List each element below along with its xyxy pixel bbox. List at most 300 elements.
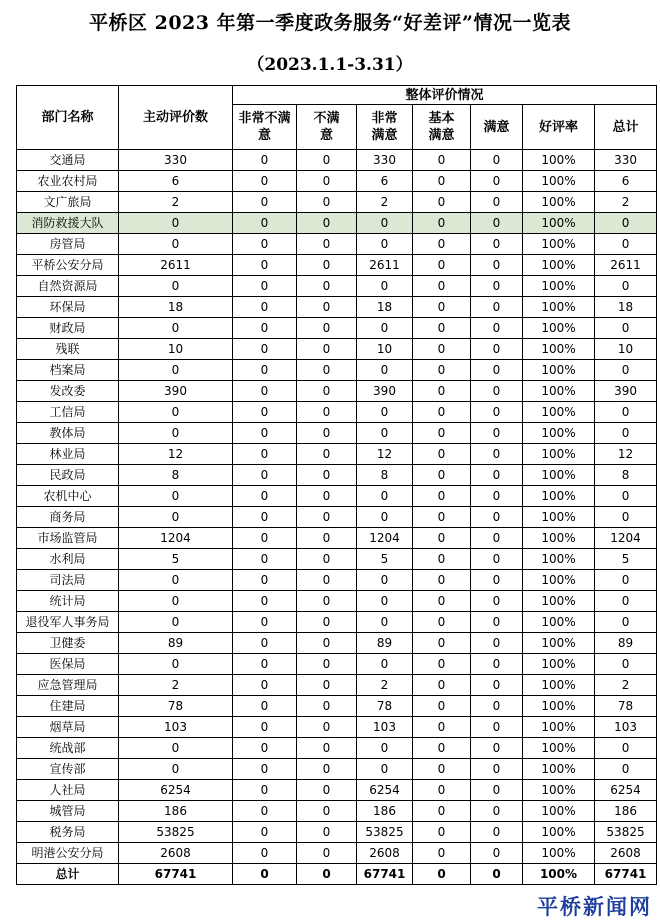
cell-very-satisfied: 2608 — [357, 843, 413, 864]
cell-very-unsatisfied: 0 — [233, 255, 297, 276]
cell-satisfied: 0 — [471, 738, 523, 759]
cell-total: 0 — [595, 360, 657, 381]
cell-unsatisfied: 0 — [297, 528, 357, 549]
cell-active: 0 — [119, 507, 233, 528]
cell-rate: 100% — [523, 192, 595, 213]
cell-basic-satisfied: 0 — [413, 360, 471, 381]
cell-rate: 100% — [523, 591, 595, 612]
cell-total: 0 — [595, 486, 657, 507]
cell-basic-satisfied: 0 — [413, 318, 471, 339]
cell-total: 12 — [595, 444, 657, 465]
cell-total: 0 — [595, 402, 657, 423]
cell-active: 0 — [119, 738, 233, 759]
header-unsatisfied: 不满意 — [297, 105, 357, 150]
cell-basic-satisfied: 0 — [413, 213, 471, 234]
cell-very-satisfied: 0 — [357, 213, 413, 234]
cell-total: 6254 — [595, 780, 657, 801]
cell-satisfied: 0 — [471, 612, 523, 633]
cell-total: 390 — [595, 381, 657, 402]
cell-satisfied: 0 — [471, 717, 523, 738]
cell-satisfied: 0 — [471, 843, 523, 864]
cell-very-unsatisfied: 0 — [233, 297, 297, 318]
cell-dept: 交通局 — [17, 150, 119, 171]
table-row — [17, 507, 657, 528]
total-row — [17, 864, 657, 885]
cell-dept: 城管局 — [17, 801, 119, 822]
cell-rate: 100% — [523, 759, 595, 780]
cell-very-satisfied: 103 — [357, 717, 413, 738]
cell-dept: 烟草局 — [17, 717, 119, 738]
cell-basic-satisfied: 0 — [413, 612, 471, 633]
cell-very-satisfied: 0 — [357, 591, 413, 612]
cell-satisfied: 0 — [471, 444, 523, 465]
cell-basic-satisfied: 0 — [413, 192, 471, 213]
cell-unsatisfied: 0 — [297, 444, 357, 465]
cell-active: 0 — [119, 591, 233, 612]
table-row — [17, 822, 657, 843]
cell-satisfied: 0 — [471, 822, 523, 843]
cell-active: 0 — [119, 213, 233, 234]
cell-dept: 民政局 — [17, 465, 119, 486]
cell-dept: 宣传部 — [17, 759, 119, 780]
cell-satisfied: 0 — [471, 654, 523, 675]
cell-satisfied: 0 — [471, 696, 523, 717]
cell-satisfied: 0 — [471, 234, 523, 255]
cell-dept: 卫健委 — [17, 633, 119, 654]
cell-unsatisfied: 0 — [297, 801, 357, 822]
cell-very-satisfied: 5 — [357, 549, 413, 570]
cell-active: 0 — [119, 276, 233, 297]
cell-very-unsatisfied: 0 — [233, 381, 297, 402]
cell-satisfied: 0 — [471, 759, 523, 780]
cell-very-unsatisfied: 0 — [233, 318, 297, 339]
header-total: 总计 — [595, 105, 657, 150]
cell-rate: 100% — [523, 612, 595, 633]
cell-satisfied: 0 — [471, 171, 523, 192]
cell-satisfied: 0 — [471, 591, 523, 612]
cell-unsatisfied: 0 — [297, 591, 357, 612]
table-row — [17, 486, 657, 507]
cell-very-unsatisfied: 0 — [233, 360, 297, 381]
cell-total: 10 — [595, 339, 657, 360]
cell-very-unsatisfied: 0 — [233, 171, 297, 192]
cell-dept: 统计局 — [17, 591, 119, 612]
cell-total: 0 — [595, 654, 657, 675]
table-row — [17, 465, 657, 486]
cell-basic-satisfied: 0 — [413, 843, 471, 864]
table-row — [17, 381, 657, 402]
cell-very-unsatisfied: 0 — [233, 192, 297, 213]
table-row — [17, 591, 657, 612]
cell-rate: 100% — [523, 150, 595, 171]
cell-very-unsatisfied: 0 — [233, 234, 297, 255]
cell-active: 330 — [119, 150, 233, 171]
table-row — [17, 402, 657, 423]
cell-satisfied: 0 — [471, 423, 523, 444]
cell-rate: 100% — [523, 444, 595, 465]
table-row — [17, 780, 657, 801]
cell-very-satisfied: 0 — [357, 360, 413, 381]
cell-basic-satisfied: 0 — [413, 339, 471, 360]
cell-very-satisfied: 186 — [357, 801, 413, 822]
cell-very-satisfied: 0 — [357, 759, 413, 780]
cell-very-satisfied: 67741 — [357, 864, 413, 885]
cell-very-unsatisfied: 0 — [233, 570, 297, 591]
cell-very-unsatisfied: 0 — [233, 801, 297, 822]
cell-basic-satisfied: 0 — [413, 276, 471, 297]
cell-total: 8 — [595, 465, 657, 486]
cell-satisfied: 0 — [471, 402, 523, 423]
table-row — [17, 150, 657, 171]
cell-dept: 林业局 — [17, 444, 119, 465]
cell-rate: 100% — [523, 318, 595, 339]
cell-dept: 环保局 — [17, 297, 119, 318]
cell-active: 0 — [119, 234, 233, 255]
cell-unsatisfied: 0 — [297, 549, 357, 570]
table-row — [17, 171, 657, 192]
cell-dept: 农机中心 — [17, 486, 119, 507]
cell-unsatisfied: 0 — [297, 465, 357, 486]
cell-basic-satisfied: 0 — [413, 507, 471, 528]
cell-very-satisfied: 18 — [357, 297, 413, 318]
cell-very-satisfied: 1204 — [357, 528, 413, 549]
cell-active: 390 — [119, 381, 233, 402]
cell-active: 8 — [119, 465, 233, 486]
cell-basic-satisfied: 0 — [413, 675, 471, 696]
cell-total: 0 — [595, 738, 657, 759]
cell-unsatisfied: 0 — [297, 171, 357, 192]
cell-active: 89 — [119, 633, 233, 654]
cell-very-unsatisfied: 0 — [233, 717, 297, 738]
cell-total: 67741 — [595, 864, 657, 885]
cell-very-satisfied: 78 — [357, 696, 413, 717]
cell-satisfied: 0 — [471, 675, 523, 696]
cell-unsatisfied: 0 — [297, 738, 357, 759]
table-row — [17, 759, 657, 780]
cell-rate: 100% — [523, 822, 595, 843]
cell-active: 0 — [119, 612, 233, 633]
cell-dept: 明港公安分局 — [17, 843, 119, 864]
cell-total: 2611 — [595, 255, 657, 276]
cell-dept: 房管局 — [17, 234, 119, 255]
cell-unsatisfied: 0 — [297, 843, 357, 864]
cell-very-satisfied: 0 — [357, 234, 413, 255]
cell-active: 103 — [119, 717, 233, 738]
cell-basic-satisfied: 0 — [413, 171, 471, 192]
cell-dept: 税务局 — [17, 822, 119, 843]
cell-rate: 100% — [523, 780, 595, 801]
cell-very-unsatisfied: 0 — [233, 654, 297, 675]
cell-total: 89 — [595, 633, 657, 654]
cell-very-unsatisfied: 0 — [233, 528, 297, 549]
cell-satisfied: 0 — [471, 213, 523, 234]
cell-basic-satisfied: 0 — [413, 297, 471, 318]
cell-dept: 人社局 — [17, 780, 119, 801]
cell-total: 0 — [595, 507, 657, 528]
cell-rate: 100% — [523, 696, 595, 717]
cell-very-satisfied: 0 — [357, 276, 413, 297]
table-row — [17, 843, 657, 864]
cell-very-unsatisfied: 0 — [233, 591, 297, 612]
table-row — [17, 297, 657, 318]
cell-basic-satisfied: 0 — [413, 381, 471, 402]
cell-dept: 财政局 — [17, 318, 119, 339]
cell-unsatisfied: 0 — [297, 339, 357, 360]
cell-total: 18 — [595, 297, 657, 318]
cell-dept: 住建局 — [17, 696, 119, 717]
cell-active: 2 — [119, 675, 233, 696]
cell-very-unsatisfied: 0 — [233, 822, 297, 843]
table-row — [17, 423, 657, 444]
cell-basic-satisfied: 0 — [413, 822, 471, 843]
cell-very-unsatisfied: 0 — [233, 696, 297, 717]
cell-total: 0 — [595, 570, 657, 591]
cell-rate: 100% — [523, 549, 595, 570]
cell-very-unsatisfied: 0 — [233, 549, 297, 570]
cell-unsatisfied: 0 — [297, 318, 357, 339]
cell-active: 0 — [119, 318, 233, 339]
cell-unsatisfied: 0 — [297, 633, 357, 654]
cell-rate: 100% — [523, 801, 595, 822]
cell-unsatisfied: 0 — [297, 360, 357, 381]
cell-unsatisfied: 0 — [297, 717, 357, 738]
cell-very-unsatisfied: 0 — [233, 276, 297, 297]
cell-very-satisfied: 6254 — [357, 780, 413, 801]
header-very-unsatisfied: 非常不满意 — [233, 105, 297, 150]
cell-very-unsatisfied: 0 — [233, 339, 297, 360]
site-watermark: 平桥新闻网 — [537, 894, 652, 919]
cell-very-unsatisfied: 0 — [233, 507, 297, 528]
cell-rate: 100% — [523, 465, 595, 486]
cell-satisfied: 0 — [471, 192, 523, 213]
cell-basic-satisfied: 0 — [413, 255, 471, 276]
cell-active: 0 — [119, 423, 233, 444]
cell-basic-satisfied: 0 — [413, 864, 471, 885]
cell-very-satisfied: 8 — [357, 465, 413, 486]
cell-satisfied: 0 — [471, 780, 523, 801]
cell-rate: 100% — [523, 255, 595, 276]
cell-active: 6 — [119, 171, 233, 192]
table-row — [17, 339, 657, 360]
cell-dept: 档案局 — [17, 360, 119, 381]
cell-very-satisfied: 0 — [357, 612, 413, 633]
cell-very-satisfied: 0 — [357, 318, 413, 339]
cell-active: 0 — [119, 360, 233, 381]
cell-active: 10 — [119, 339, 233, 360]
table-row — [17, 717, 657, 738]
cell-rate: 100% — [523, 360, 595, 381]
cell-satisfied: 0 — [471, 276, 523, 297]
cell-active: 12 — [119, 444, 233, 465]
cell-very-satisfied: 0 — [357, 570, 413, 591]
table-row — [17, 738, 657, 759]
cell-satisfied: 0 — [471, 801, 523, 822]
table-row — [17, 570, 657, 591]
cell-rate: 100% — [523, 171, 595, 192]
cell-total: 330 — [595, 150, 657, 171]
cell-dept: 文广旅局 — [17, 192, 119, 213]
cell-satisfied: 0 — [471, 318, 523, 339]
table-row — [17, 696, 657, 717]
cell-active: 2611 — [119, 255, 233, 276]
table-row — [17, 633, 657, 654]
cell-very-unsatisfied: 0 — [233, 612, 297, 633]
header-dept: 部门名称 — [17, 86, 119, 150]
cell-rate: 100% — [523, 213, 595, 234]
cell-satisfied: 0 — [471, 150, 523, 171]
cell-very-satisfied: 0 — [357, 738, 413, 759]
cell-unsatisfied: 0 — [297, 696, 357, 717]
cell-very-satisfied: 2 — [357, 675, 413, 696]
table-row — [17, 276, 657, 297]
cell-dept: 残联 — [17, 339, 119, 360]
cell-dept: 水利局 — [17, 549, 119, 570]
cell-active: 2 — [119, 192, 233, 213]
cell-satisfied: 0 — [471, 507, 523, 528]
cell-satisfied: 0 — [471, 297, 523, 318]
cell-unsatisfied: 0 — [297, 423, 357, 444]
cell-rate: 100% — [523, 864, 595, 885]
cell-satisfied: 0 — [471, 465, 523, 486]
cell-total: 0 — [595, 591, 657, 612]
cell-unsatisfied: 0 — [297, 570, 357, 591]
cell-very-unsatisfied: 0 — [233, 780, 297, 801]
cell-very-satisfied: 0 — [357, 402, 413, 423]
cell-very-unsatisfied: 0 — [233, 759, 297, 780]
cell-satisfied: 0 — [471, 486, 523, 507]
cell-active: 1204 — [119, 528, 233, 549]
table-row — [17, 318, 657, 339]
cell-basic-satisfied: 0 — [413, 633, 471, 654]
cell-unsatisfied: 0 — [297, 864, 357, 885]
cell-dept: 平桥公安分局 — [17, 255, 119, 276]
cell-dept: 退役军人事务局 — [17, 612, 119, 633]
cell-very-satisfied: 6 — [357, 171, 413, 192]
cell-very-unsatisfied: 0 — [233, 402, 297, 423]
cell-unsatisfied: 0 — [297, 213, 357, 234]
cell-active: 186 — [119, 801, 233, 822]
cell-unsatisfied: 0 — [297, 780, 357, 801]
cell-unsatisfied: 0 — [297, 507, 357, 528]
cell-total: 2608 — [595, 843, 657, 864]
cell-satisfied: 0 — [471, 549, 523, 570]
cell-total: 6 — [595, 171, 657, 192]
cell-rate: 100% — [523, 276, 595, 297]
cell-very-unsatisfied: 0 — [233, 150, 297, 171]
cell-total: 0 — [595, 234, 657, 255]
cell-dept: 总计 — [17, 864, 119, 885]
cell-dept: 发改委 — [17, 381, 119, 402]
cell-dept: 自然资源局 — [17, 276, 119, 297]
cell-basic-satisfied: 0 — [413, 444, 471, 465]
cell-active: 18 — [119, 297, 233, 318]
cell-total: 0 — [595, 612, 657, 633]
cell-very-unsatisfied: 0 — [233, 864, 297, 885]
cell-very-satisfied: 53825 — [357, 822, 413, 843]
cell-basic-satisfied: 0 — [413, 528, 471, 549]
cell-unsatisfied: 0 — [297, 822, 357, 843]
cell-basic-satisfied: 0 — [413, 234, 471, 255]
cell-rate: 100% — [523, 297, 595, 318]
cell-dept: 统战部 — [17, 738, 119, 759]
table-row — [17, 192, 657, 213]
table-row — [17, 444, 657, 465]
cell-active: 78 — [119, 696, 233, 717]
cell-basic-satisfied: 0 — [413, 591, 471, 612]
page-title: 平桥区 2023 年第一季度政务服务“好差评”情况一览表 — [89, 12, 571, 34]
cell-total: 0 — [595, 213, 657, 234]
cell-unsatisfied: 0 — [297, 192, 357, 213]
cell-rate: 100% — [523, 486, 595, 507]
header-satisfied: 满意 — [471, 105, 523, 150]
header-rate: 好评率 — [523, 105, 595, 150]
cell-rate: 100% — [523, 633, 595, 654]
cell-very-satisfied: 330 — [357, 150, 413, 171]
cell-rate: 100% — [523, 528, 595, 549]
table-row — [17, 255, 657, 276]
cell-basic-satisfied: 0 — [413, 738, 471, 759]
cell-active: 0 — [119, 486, 233, 507]
cell-very-unsatisfied: 0 — [233, 843, 297, 864]
cell-dept: 工信局 — [17, 402, 119, 423]
cell-active: 5 — [119, 549, 233, 570]
cell-very-satisfied: 2611 — [357, 255, 413, 276]
cell-very-satisfied: 89 — [357, 633, 413, 654]
cell-dept: 农业农村局 — [17, 171, 119, 192]
cell-unsatisfied: 0 — [297, 255, 357, 276]
cell-dept: 教体局 — [17, 423, 119, 444]
cell-dept: 医保局 — [17, 654, 119, 675]
cell-very-satisfied: 0 — [357, 423, 413, 444]
cell-very-unsatisfied: 0 — [233, 423, 297, 444]
cell-satisfied: 0 — [471, 528, 523, 549]
cell-total: 2 — [595, 192, 657, 213]
cell-basic-satisfied: 0 — [413, 549, 471, 570]
header-overall: 整体评价情况 — [233, 86, 657, 105]
cell-unsatisfied: 0 — [297, 150, 357, 171]
cell-very-unsatisfied: 0 — [233, 213, 297, 234]
cell-unsatisfied: 0 — [297, 759, 357, 780]
cell-rate: 100% — [523, 675, 595, 696]
cell-basic-satisfied: 0 — [413, 801, 471, 822]
cell-total: 0 — [595, 423, 657, 444]
table-row — [17, 654, 657, 675]
header-basic-satisfied: 基本满意 — [413, 105, 471, 150]
cell-satisfied: 0 — [471, 633, 523, 654]
cell-rate: 100% — [523, 507, 595, 528]
cell-very-satisfied: 2 — [357, 192, 413, 213]
cell-basic-satisfied: 0 — [413, 717, 471, 738]
cell-very-satisfied: 0 — [357, 486, 413, 507]
cell-very-satisfied: 0 — [357, 507, 413, 528]
cell-basic-satisfied: 0 — [413, 150, 471, 171]
cell-basic-satisfied: 0 — [413, 465, 471, 486]
cell-satisfied: 0 — [471, 381, 523, 402]
cell-total: 78 — [595, 696, 657, 717]
cell-dept: 司法局 — [17, 570, 119, 591]
cell-unsatisfied: 0 — [297, 675, 357, 696]
table-row — [17, 360, 657, 381]
cell-basic-satisfied: 0 — [413, 654, 471, 675]
cell-very-unsatisfied: 0 — [233, 444, 297, 465]
cell-total: 1204 — [595, 528, 657, 549]
cell-rate: 100% — [523, 234, 595, 255]
cell-satisfied: 0 — [471, 360, 523, 381]
cell-dept: 应急管理局 — [17, 675, 119, 696]
cell-satisfied: 0 — [471, 864, 523, 885]
cell-unsatisfied: 0 — [297, 402, 357, 423]
header-active: 主动评价数 — [119, 86, 233, 150]
